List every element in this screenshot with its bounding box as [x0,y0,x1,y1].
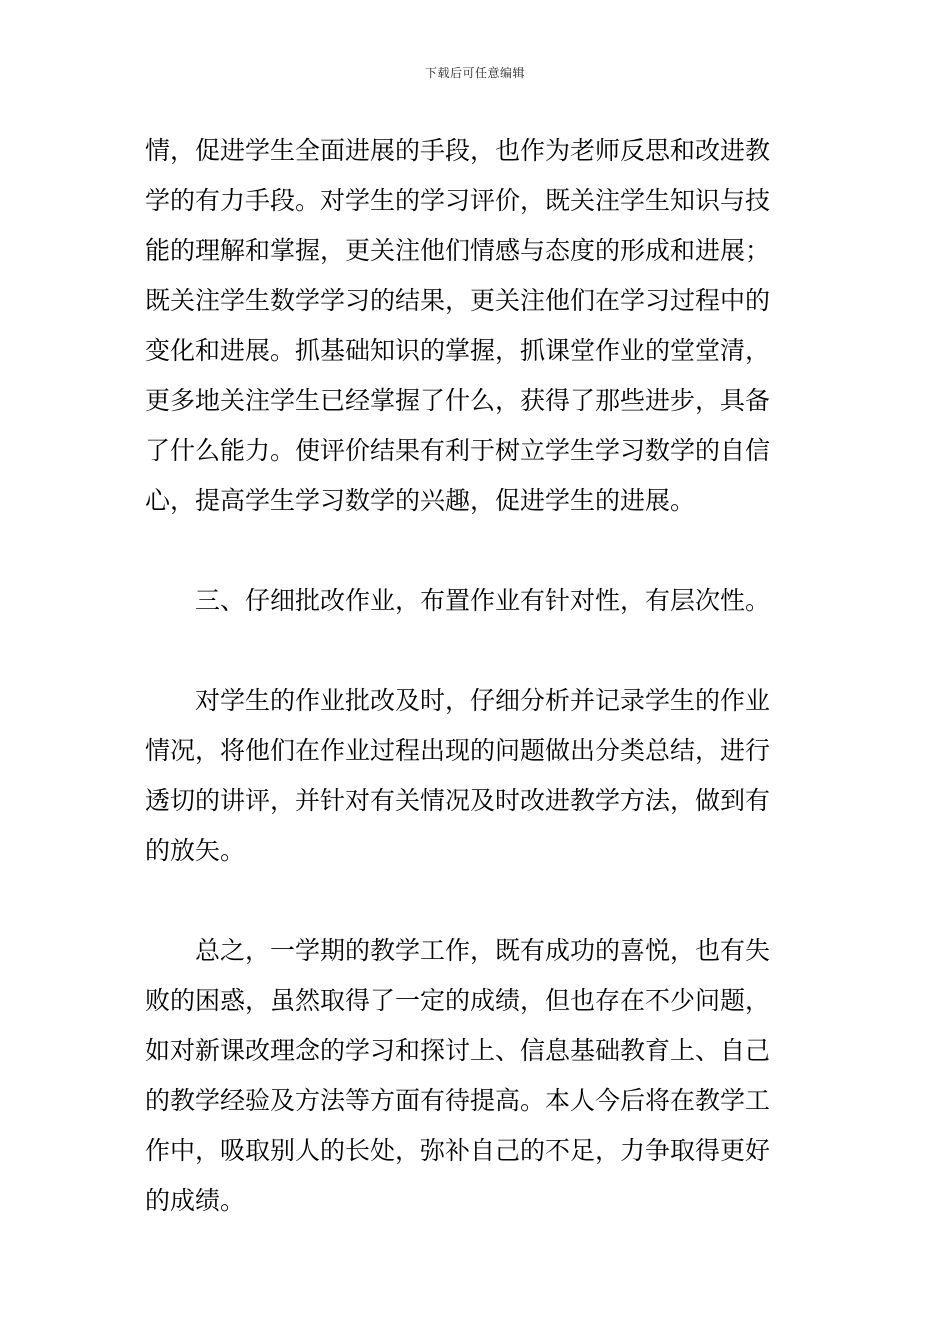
text-line: 如对新课改理念的学习和探讨上、信息基础教育上、自己 [145,1036,771,1065]
text-line: 三、仔细批改作业，布置作业有针对性，有层次性。 [145,586,771,615]
text-line: 更多地关注学生已经掌握了什么，获得了那些进步，具备 [145,386,771,415]
paragraph [145,926,810,1226]
page-header: 下载后可任意编辑 [424,66,525,80]
paragraph-spacer [145,526,810,576]
text-line: 了什么能力。使评价结果有利于树立学生学习数学的自信 [145,436,771,465]
text-line: 情，促进学生全面进展的手段，也作为老师反思和改进教 [145,136,771,165]
text-line: 心，提高学生学习数学的兴趣，促进学生的进展。 [145,486,696,515]
text-line: 变化和进展。抓基础知识的掌握，抓课堂作业的堂堂清， [145,336,771,365]
paragraph [145,676,810,876]
text-line: 对学生的作业批改及时，仔细分析并记录学生的作业 [145,686,771,715]
paragraph-spacer [145,626,810,676]
text-line: 的教学经验及方法等方面有待提高。本人今后将在教学工 [145,1086,771,1115]
text-line: 的放矢。 [145,836,246,865]
paragraph-spacer [145,876,810,926]
document-body [145,126,810,1226]
section-heading [145,576,810,626]
text-line: 既关注学生数学学习的结果，更关注他们在学习过程中的 [145,286,771,315]
text-line: 作中，吸取别人的长处，弥补自己的不足，力争取得更好 [145,1136,771,1165]
text-line: 的成绩。 [145,1186,246,1215]
text-line: 败的困惑，虽然取得了一定的成绩，但也存在不少问题， [145,986,771,1015]
text-line: 能的理解和掌握，更关注他们情感与态度的形成和进展； [145,236,771,265]
text-line: 透切的讲评，并针对有关情况及时改进教学方法，做到有 [145,786,771,815]
paragraph [145,126,810,526]
text-line: 学的有力手段。对学生的学习评价，既关注学生知识与技 [145,186,771,215]
text-line: 总之，一学期的教学工作，既有成功的喜悦，也有失 [145,936,771,965]
text-line: 情况，将他们在作业过程出现的问题做出分类总结，进行 [145,736,771,765]
